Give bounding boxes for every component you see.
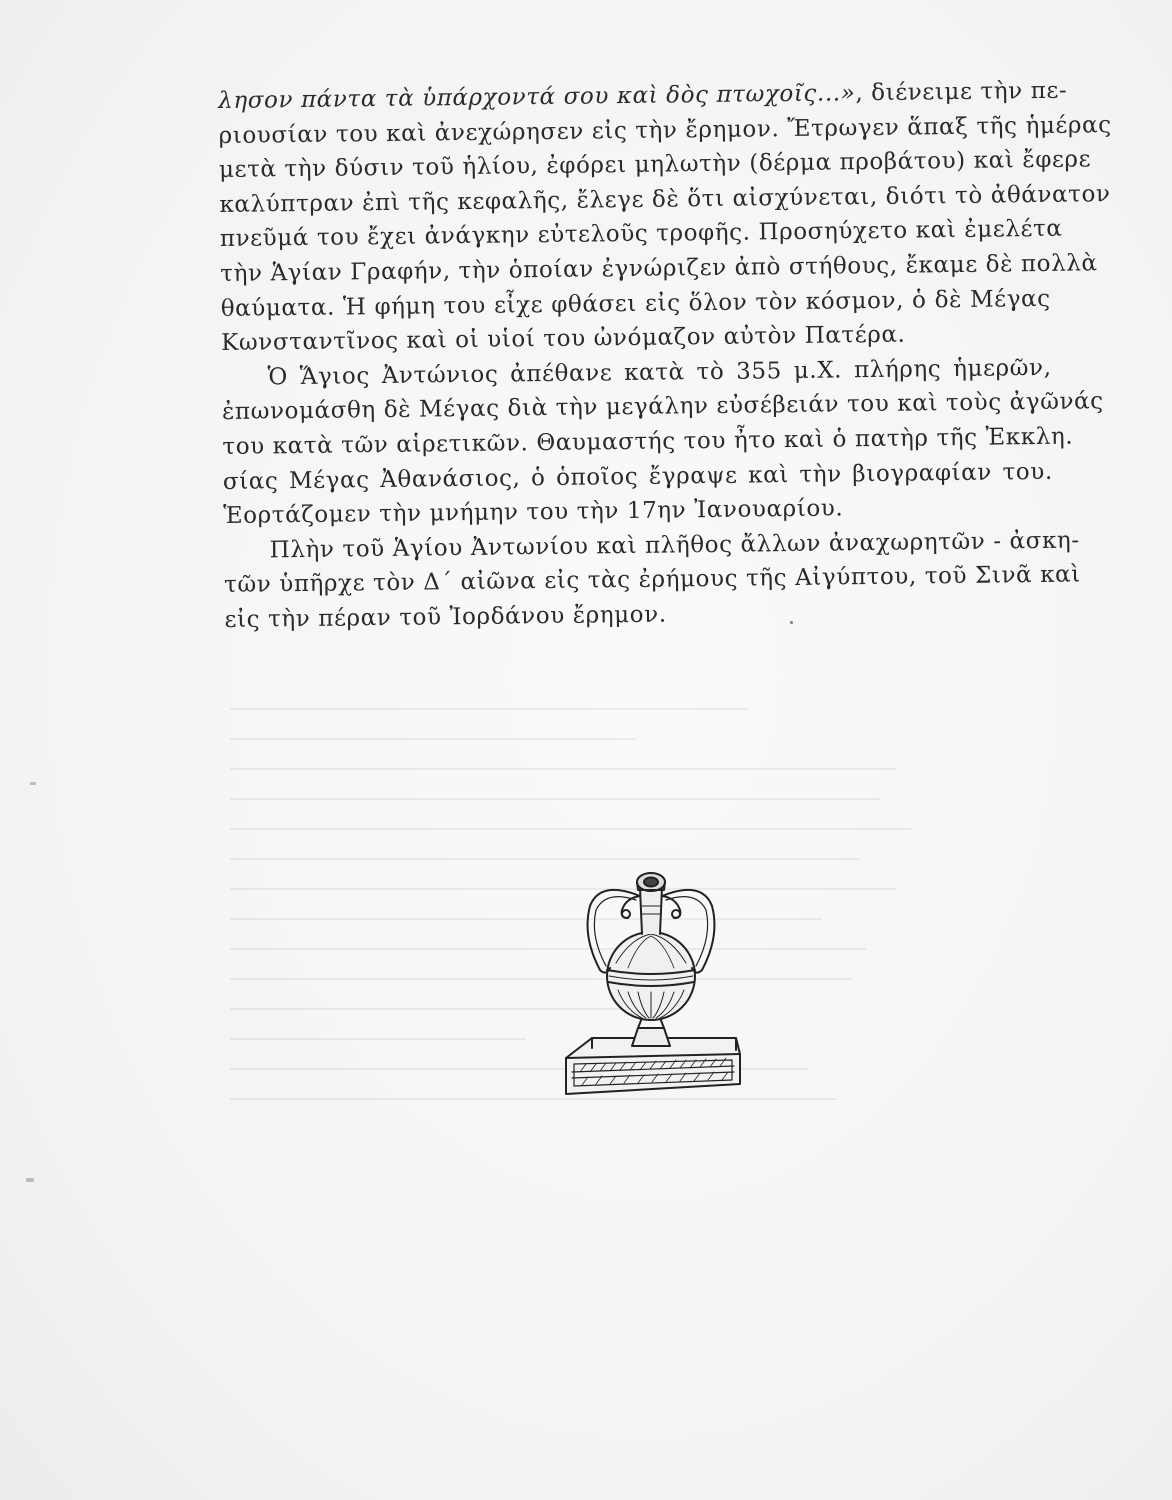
text-line: μετὰ τὴν δύσιν τοῦ ἡλίου, ἐφόρει μηλωτὴν (δέρμα προβάτου) καὶ ἔφερε xyxy=(218,146,1092,184)
paragraph-3 xyxy=(223,524,1082,638)
text-line: ριουσίαν του καὶ ἀνεχώρησεν εἰς τὴν ἔρημον. Ἔτρωγεν ἅπαξ τῆς ἡμέρας xyxy=(218,111,1112,149)
text-line: Πλὴν τοῦ Ἁγίου Ἀντωνίου καὶ πλῆθος ἄλλων ἀναχωρητῶν - ἀσκη- xyxy=(269,527,1080,564)
text-line: του κατὰ τῶν αἱρετικῶν. Θαυμαστής του ἦτο καὶ ὁ πατὴρ τῆς Ἐκκλη. xyxy=(222,423,1074,460)
paper-speck xyxy=(790,621,793,624)
amphora-vase-icon xyxy=(556,858,746,1108)
text-line: θαύματα. Ἡ φήμη του εἶχε φθάσει εἰς ὅλον τὸν κόσμον, ὁ δὲ Μέγας xyxy=(220,285,1051,322)
paper-speck xyxy=(26,1178,34,1182)
text-line: σίας Μέγας Ἀθανάσιος, ὁ ὁποῖος ἔγραψε καὶ τὴν βιογραφίαν του. xyxy=(222,458,1053,495)
paragraph-1 xyxy=(218,74,1112,361)
text-line: πνεῦμά του ἔχει ἀνάγκην εὐτελοῦς τροφῆς. Προσηύχετο καὶ ἐμελέτα xyxy=(219,216,1063,253)
text-line: Κωνσταντῖνος καὶ οἱ υἱοί του ὠνόμαζον αὐτὸν Πατέρα. xyxy=(221,321,906,357)
amphora-vase-illustration xyxy=(556,858,746,1108)
text-line: Ὁ Ἅγιος Ἀντώνιος ἀπέθανε κατὰ τὸ 355 μ.Χ. πλήρης ἡμερῶν, xyxy=(267,354,1052,391)
paper-speck xyxy=(30,782,36,785)
text-fragment: , διένειμε τὴν πε- xyxy=(855,77,1068,107)
text-line: τῶν ὑπῆρχε τὸν Δ΄ αἰῶνα εἰς τὰς ἐρήμους τῆς Αἰγύπτου, τοῦ Σινᾶ καὶ xyxy=(223,561,1082,599)
italic-quote: λησον πάντα τὰ ὑπάρχοντά σου καὶ δὸς πτωχοῖς...» xyxy=(218,80,856,114)
body-text xyxy=(218,74,1112,638)
text-line: καλύπτραν ἐπὶ τῆς κεφαλῆς, ἔλεγε δὲ ὅτι αἰσχύνεται, διότι τὸ ἀθάνατον xyxy=(219,180,1111,218)
text-line: τὴν Ἁγίαν Γραφήν, τὴν ὁποίαν ἐγνώριζεν ἀπὸ στήθους, ἔκαμε δὲ πολλὰ xyxy=(220,250,1098,287)
text-line: εἰς τὴν πέραν τοῦ Ἰορδάνου ἔρημον. xyxy=(224,601,667,633)
text-line: Ἑορτάζομεν τὴν μνήμην του τὴν 17ην Ἰανουαρίου. xyxy=(223,495,844,530)
text-line: ἐπωνομάσθη δὲ Μέγας διὰ τὴν μεγάλην εὐσέβειάν του καὶ τοὺς ἀγῶνάς xyxy=(221,388,1104,426)
paragraph-2 xyxy=(221,351,1104,534)
